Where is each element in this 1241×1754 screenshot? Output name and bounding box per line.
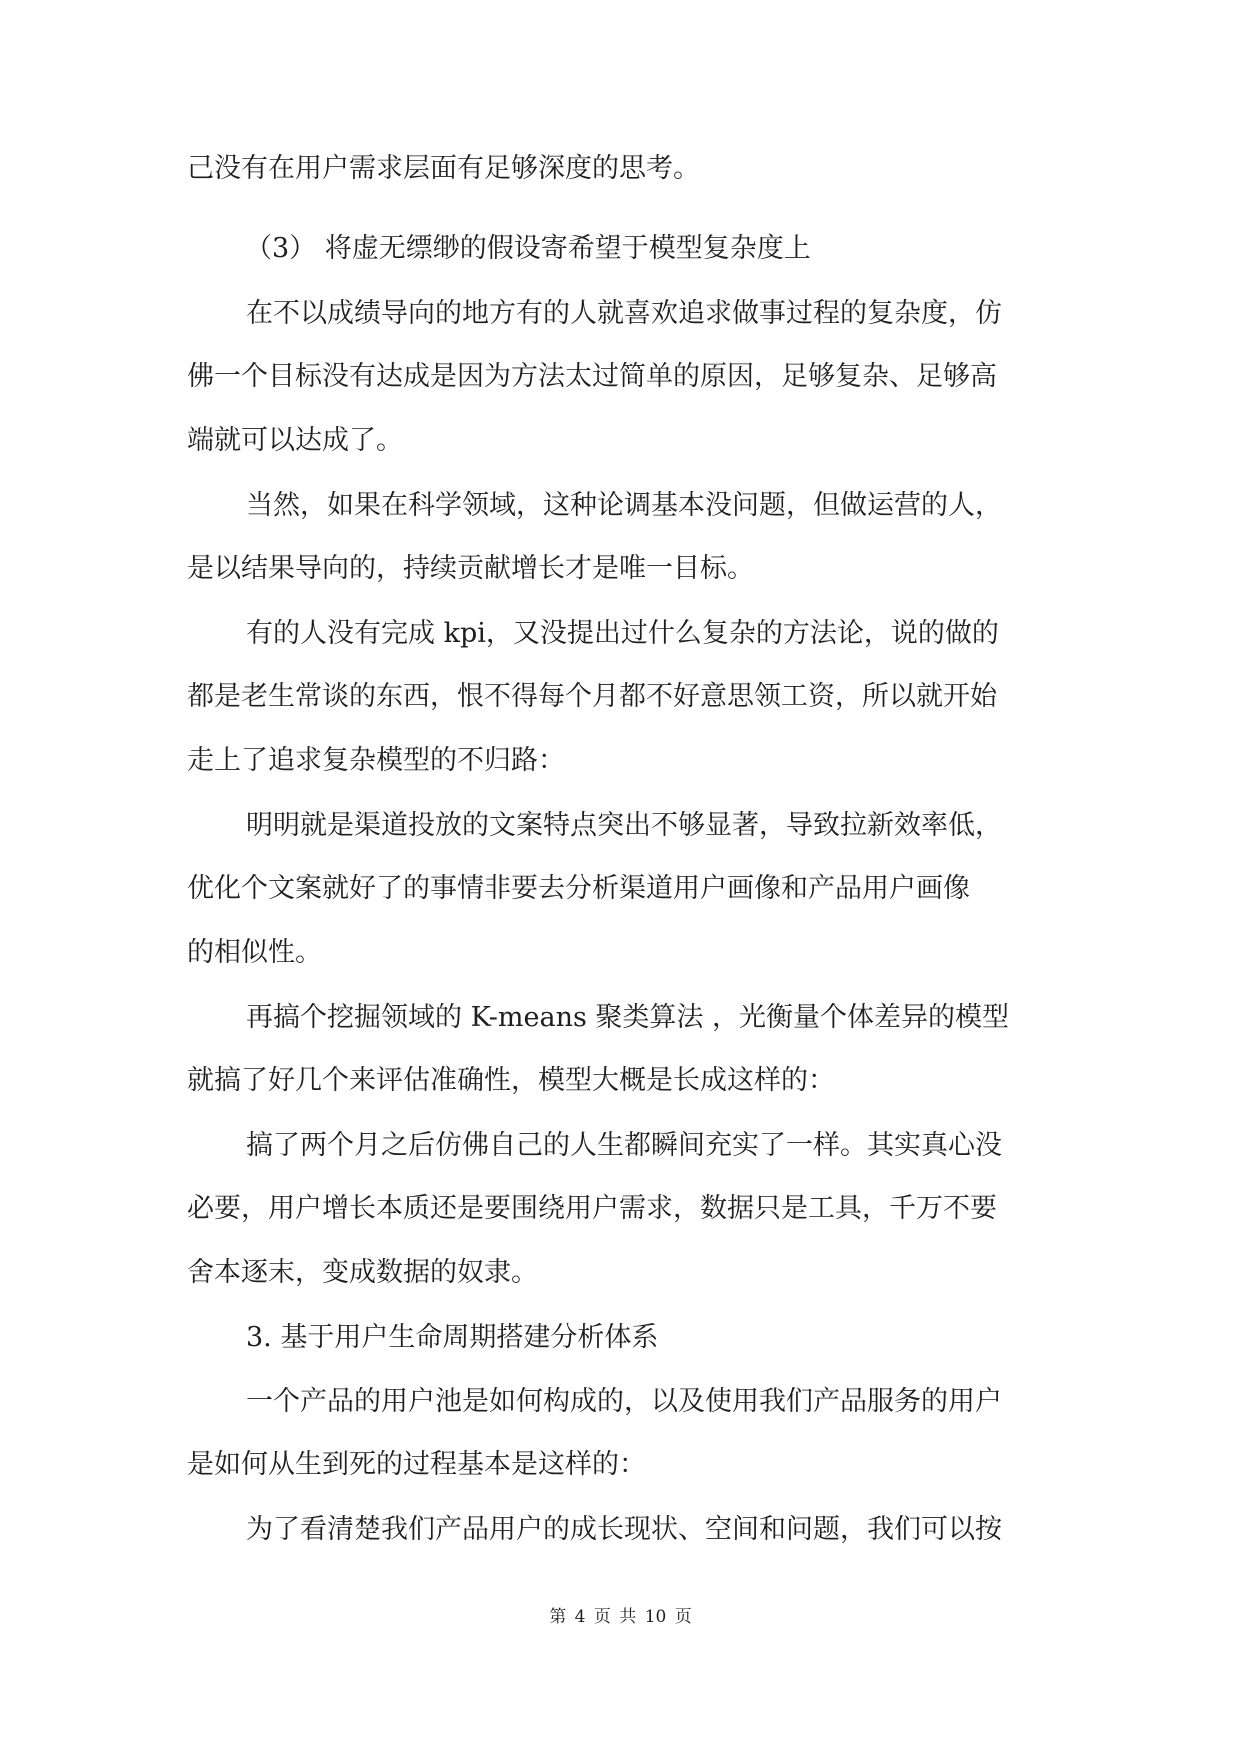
text-line: 就搞了好几个来评估准确性，模型大概是长成这样的： (187, 1065, 835, 1096)
text-line: 佛一个目标没有达成是因为方法太过简单的原因，足够复杂、足够高 (187, 361, 997, 392)
text-line: 明明就是渠道投放的文案特点突出不够显著，导致拉新效率低， (246, 810, 1002, 841)
text-line: 走上了追求复杂模型的不归路： (187, 745, 565, 776)
text-line: 在不以成绩导向的地方有的人就喜欢追求做事过程的复杂度，仿 (246, 298, 1002, 329)
text-line: 为了看清楚我们产品用户的成长现状、空间和问题，我们可以按 (246, 1514, 1002, 1545)
text-line: （3） 将虚无缥缈的假设寄希望于模型复杂度上 (245, 233, 811, 264)
section-heading: 3. 基于用户生命周期搭建分析体系 (246, 1322, 659, 1353)
text-line: 己没有在用户需求层面有足够深度的思考。 (187, 153, 700, 184)
text-line: 再搞个挖掘领域的 K-means 聚类算法 ，光衡量个体差异的模型 (246, 1002, 1009, 1033)
text-line: 的相似性。 (187, 937, 322, 968)
text-line: 舍本逐末，变成数据的奴隶。 (187, 1257, 538, 1288)
text-line: 有的人没有完成 kpi，又没提出过什么复杂的方法论，说的做的 (246, 618, 999, 649)
text-line: 是以结果导向的，持续贡献增长才是唯一目标。 (187, 553, 754, 584)
text-line: 都是老生常谈的东西，恨不得每个月都不好意思领工资，所以就开始 (187, 681, 997, 712)
text-line: 优化个文案就好了的事情非要去分析渠道用户画像和产品用户画像 (187, 873, 970, 904)
text-line: 一个产品的用户池是如何构成的，以及使用我们产品服务的用户 (246, 1386, 1002, 1417)
text-line: 是如何从生到死的过程基本是这样的： (187, 1449, 646, 1480)
text-line: 搞了两个月之后仿佛自己的人生都瞬间充实了一样。其实真心没 (246, 1130, 1002, 1161)
text-line: 端就可以达成了。 (187, 425, 403, 456)
text-line: 必要，用户增长本质还是要围绕用户需求，数据只是工具，千万不要 (187, 1193, 997, 1224)
text-line: 当然，如果在科学领域，这种论调基本没问题，但做运营的人， (246, 490, 1002, 521)
page-number-footer: 第 4 页 共 10 页 (549, 1607, 692, 1627)
